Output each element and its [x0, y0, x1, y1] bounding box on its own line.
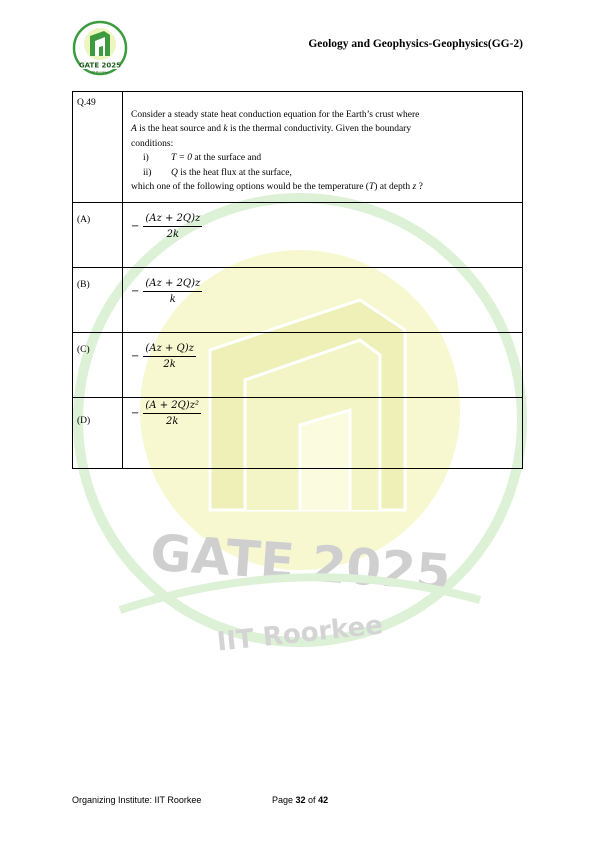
- question-line: Consider a steady state heat conduction equation for the Earth’s crust where: [131, 110, 420, 120]
- question-prompt: which one of the following options would be the temperature (T) at depth z ?: [131, 182, 423, 193]
- condition-item: ii) Q is the heat flux at the surface,: [143, 167, 292, 178]
- watermark-title: GATE 2025: [148, 523, 453, 603]
- fraction-denominator: 2k: [166, 229, 180, 240]
- logo-subtext: IIT Roorkee: [91, 70, 109, 74]
- watermark-subtitle: IIT Roorkee: [215, 610, 385, 658]
- option-label: (D): [73, 398, 123, 469]
- question-number: Q.49: [73, 92, 123, 203]
- option-label: (A): [73, 203, 123, 268]
- minus-sign: −: [131, 408, 140, 419]
- fraction-denominator: 2k: [165, 416, 179, 427]
- footer-organizer: Organizing Institute: IIT Roorkee: [72, 795, 202, 805]
- option-row-a[interactable]: [73, 203, 523, 268]
- question-line: conditions:: [131, 138, 174, 149]
- minus-sign: −: [131, 351, 140, 362]
- fraction-denominator: k: [169, 294, 176, 305]
- fraction-numerator: (A + 2Q)z²: [143, 400, 201, 414]
- fraction-numerator: (Az + 2Q)z: [143, 213, 202, 227]
- question-line: A is the heat source and k is the thermal conductivity. Given the boundary: [131, 124, 412, 135]
- option-formula: [123, 203, 523, 268]
- question-text: [123, 92, 523, 203]
- option-row-d[interactable]: [73, 398, 523, 469]
- option-label: (C): [73, 333, 123, 398]
- option-row-b[interactable]: [73, 268, 523, 333]
- fraction-denominator: 2k: [163, 359, 176, 370]
- minus-sign: −: [131, 221, 140, 232]
- option-row-c[interactable]: [73, 333, 523, 398]
- fraction-numerator: (Az + 2Q)z: [143, 278, 202, 292]
- option-formula: [123, 268, 523, 333]
- footer-page-number: Page 32 of 42: [272, 795, 329, 805]
- option-formula: [123, 333, 523, 398]
- minus-sign: −: [131, 286, 140, 297]
- question-table: [72, 91, 523, 469]
- gate-logo-icon: [72, 20, 128, 76]
- paper-title: Geology and Geophysics-Geophysics(GG-2): [308, 38, 523, 50]
- option-label: (B): [73, 268, 123, 333]
- option-formula: [123, 398, 523, 469]
- logo-text: GATE 2025: [78, 61, 122, 70]
- fraction-numerator: (Az + Q)z: [143, 343, 196, 357]
- condition-item: i) T = 0 at the surface and: [143, 153, 262, 164]
- question-row: [73, 92, 523, 203]
